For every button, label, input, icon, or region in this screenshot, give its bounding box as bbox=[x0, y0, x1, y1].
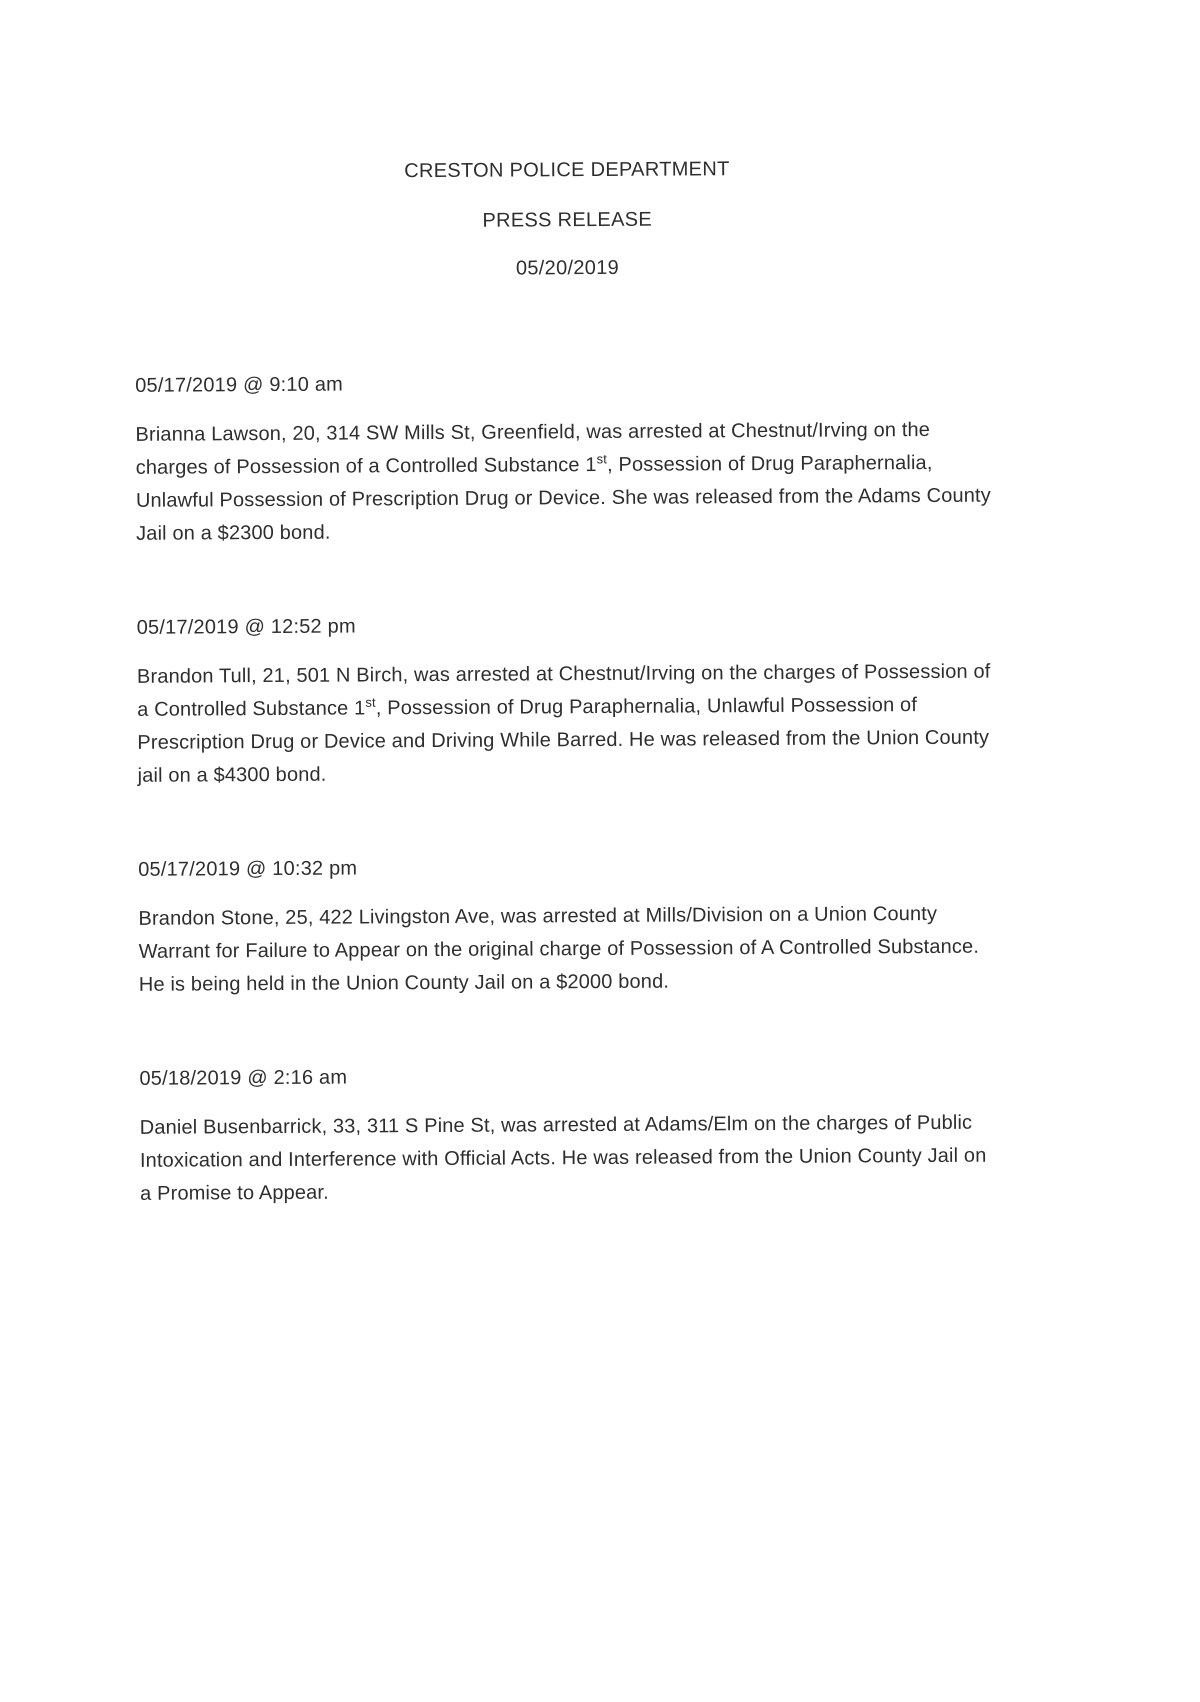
entry-timestamp: 05/17/2019 @ 12:52 pm bbox=[136, 615, 356, 639]
entry-body: Daniel Busenbarrick, 33, 311 S Pine St, was arrested at Adams/Elm on the charges of Public Intoxication and Interference with Official Acts. He was released from the Union County Jail on a Promise to Appear. bbox=[139, 1111, 987, 1205]
press-entry bbox=[138, 854, 1001, 1002]
entry-body: Brandon Tull, 21, 501 N Birch, was arrested at Chestnut/Irving on the charges of Possession of a Controlled Substance 1st, Possession of Drug Paraphernalia, Unlawful Possession of Prescription Drug or Device and Driving While Barred. He was released from the Union County jail on a $4300 bond. bbox=[136, 660, 991, 787]
entry-timestamp: 05/17/2019 @ 10:32 pm bbox=[138, 857, 358, 881]
entry-timestamp: 05/17/2019 @ 9:10 am bbox=[135, 373, 344, 397]
press-entries-list bbox=[135, 370, 1002, 1211]
press-entry bbox=[137, 612, 1000, 793]
department-title: CRESTON POLICE DEPARTMENT bbox=[404, 158, 730, 183]
document-type-title: PRESS RELEASE bbox=[482, 208, 653, 232]
entry-body: Brandon Stone, 25, 422 Livingston Ave, was arrested at Mills/Division on a Union County Warrant for Failure to Appear on the original charge of Possession of A Controlled Substance. He is being held in the Union County Jail on a $2000 bond. bbox=[138, 902, 980, 996]
press-entry bbox=[139, 1063, 1002, 1211]
entry-timestamp: 05/18/2019 @ 2:16 am bbox=[139, 1066, 348, 1090]
ordinal-suffix: st bbox=[596, 451, 608, 467]
entry-body: Brianna Lawson, 20, 314 SW Mills St, Greenfield, was arrested at Chestnut/Irving on the charges of Possession of a Controlled Substance 1st, Possession of Drug Paraphernalia, Unlawful Possession of Prescription Drug or Device. She was released from the Adams County Jail on a $2300 bond. bbox=[135, 418, 991, 545]
ordinal-suffix: st bbox=[365, 694, 376, 710]
release-date: 05/20/2019 bbox=[515, 256, 620, 280]
press-entry bbox=[135, 370, 998, 551]
document-header bbox=[136, 0, 998, 283]
